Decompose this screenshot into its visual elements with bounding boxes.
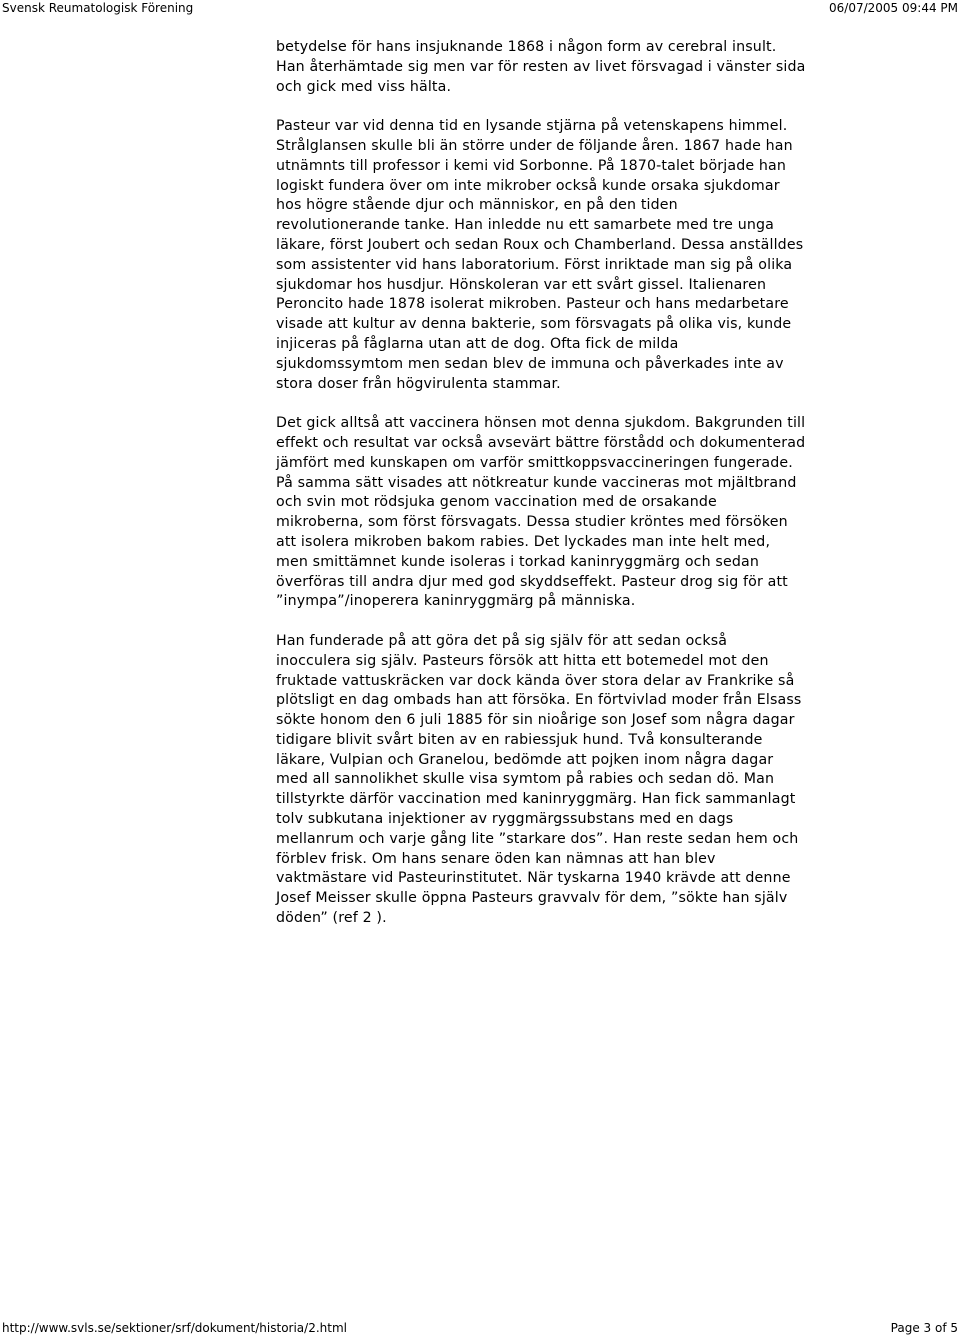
article-body (276, 38, 806, 949)
page-number: Page 3 of 5 (890, 1321, 958, 1335)
paragraph-3: Det gick alltså att vaccinera hönsen mot denna sjukdom. Bakgrunden till effekt och resultat var också avsevärt bättre förstådd och dokumenterad jämfört med kunskapen om varför smittkoppsvaccineringen fungerade. På samma sätt visades att nötkreatur kunde vaccineras mot mjältbrand och svin mot rödsjuka genom vaccination med de orsakande mikroberna, som först försvagats. Dessa studier kröntes med försöken att isolera mikroben bakom rabies. Det lyckades man inte helt med, men smittämnet kunde isoleras i torkad kaninryggmärg och sedan överföras till andra djur med god skyddseffekt. Pasteur drog sig för att ”inympa”/inoperera kaninryggmärg på människa. (276, 415, 806, 610)
print-header (0, 0, 960, 16)
print-datetime: 06/07/2005 09:44 PM (829, 1, 958, 15)
paragraph-4: Han funderade på att göra det på sig själv för att sedan också inocculera sig själv. Pasteurs försök att hitta ett botemedel mot den fruktade vattuskräcken var dock kända över stora delar av Frankrike så plötsligt en dag ombads han att försöka. En förtvivlad moder från Elsass sökte honom den 6 juli 1885 för sin nioårige son Josef som några dagar tidigare blivit svårt biten av en rabiessjuk hund. Två konsulterande läkare, Vulpian och Granelou, bedömde att pojken inom några dagar med all sannolikhet skulle visa symtom på rabies och sedan dö. Man tillstyrkte därför vaccination med kaninryggmärg. Han fick sammanlagt tolv subkutana injektioner av ryggmärgssubstans med en dags mellanrum och varje gång lite ”starkare dos”. Han reste sedan hem och förblev frisk. Om hans senare öden kan nämnas att han blev vaktmästare vid Pasteurinstitutet. När tyskarna 1940 krävde att denne Josef Meisser skulle öppna Pasteurs gravvalv för dem, ”sökte han själv döden” (ref 2 ). (276, 632, 802, 927)
paragraph-1: betydelse för hans insjuknande 1868 i någon form av cerebral insult. Han återhämtade sig men var för resten av livet försvagad i vänster sida och gick med viss hälta. (276, 39, 806, 95)
page-url: http://www.svls.se/sektioner/srf/dokument/historia/2.html (2, 1321, 347, 1335)
paragraph-2: Pasteur var vid denna tid en lysande stjärna på vetenskapens himmel. Strålglansen skulle bli än större under de följande åren. 1867 hade han utnämnts till professor i kemi vid Sorbonne. På 1870-talet började han logiskt fundera över om inte mikrober också kunde orsaka sjukdomar hos högre stående djur och människor, en på den tiden revolutionerande tanke. Han inledde nu ett samarbete med tre unga läkare, först Joubert och sedan Roux och Chamberland. Dessa anställdes som assistenter vid hans laboratorium. Först inriktade man sig på olika sjukdomar hos husdjur. Hönskoleran var ett svårt gissel. Italienaren Peroncito hade 1878 isolerat mikroben. Pasteur och hans medarbetare visade att kultur av denna bakterie, som försvagats på olika vis, kunde injiceras på fåglarna utan att de dog. Ofta fick de milda sjukdomssymtom men sedan blev de immuna och påverkades inte av stora doser från högvirulenta stammar. (276, 118, 804, 392)
site-title: Svensk Reumatologisk Förening (2, 1, 194, 15)
print-footer (0, 1320, 960, 1336)
